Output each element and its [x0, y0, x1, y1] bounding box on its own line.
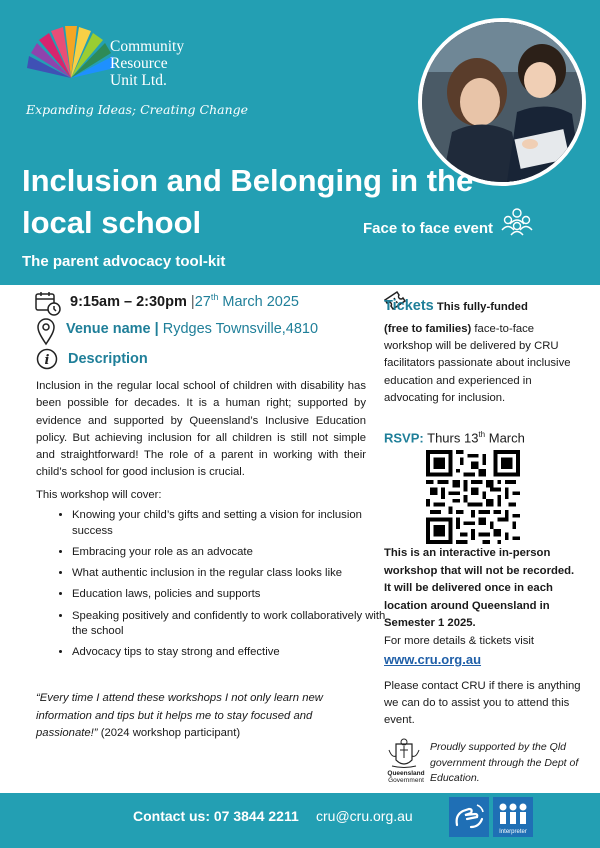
- list-item: • What authentic inclusion in the regular class looks like: [72, 566, 402, 582]
- list-item: • Knowing your child’s gifts and setting a vision for inclusion success: [72, 508, 402, 539]
- qld-gov-wordmark: Queensland Government: [387, 770, 425, 784]
- event-type-label: Face to face event: [363, 220, 494, 237]
- interpreter-label: Interpreter: [499, 829, 527, 835]
- info-icon: [36, 348, 58, 370]
- description-heading: Description: [68, 351, 148, 367]
- venue-row: Venue name | Rydges Townsville,4810: [66, 321, 319, 337]
- cru-logo-icon: [26, 20, 116, 98]
- page-subtitle: The parent advocacy tool-kit: [22, 253, 226, 270]
- workshop-info: This is an interactive in-person workshop that will not be recorded. It will be delivered once in each location around Queensland in Semester 1 2025.: [384, 547, 575, 629]
- description-paragraph: Inclusion in the regular local school of children with disability has been possible for decades. It is a human right; supported by evidence and supported by Queensland’s Inclusive Education policy. But achieving inclusion for all children is still not simple and straightforward! The role of a parent in working with their child’s school for good inclusion is crucial.: [36, 380, 366, 479]
- group-people-icon: [500, 206, 534, 236]
- contact-assist-text: Please contact CRU if there is anything we can do to assist you to attend this event.: [384, 680, 581, 727]
- org-name: Community Resource Unit Ltd.: [110, 38, 185, 89]
- testimonial-quote: “Every time I attend these workshops I not only learn new information and tips but it helps me to stay focused and passionate!” (2024 workshop participant): [36, 692, 323, 739]
- more-details-text: For more details & tickets visit: [384, 635, 535, 647]
- contact-email[interactable]: cru@cru.org.au: [316, 808, 413, 824]
- location-pin-icon: [36, 318, 56, 346]
- list-item: • Education laws, policies and supports: [72, 587, 402, 603]
- page-title: Inclusion and Belonging in the local school: [22, 163, 474, 240]
- event-datetime: 9:15am – 2:30pm |27th March 2025: [70, 292, 299, 310]
- list-item: • Advocacy tips to stay strong and effective: [72, 645, 402, 661]
- org-tagline: Expanding Ideas; Creating Change: [26, 102, 249, 117]
- sign-language-icon: [449, 797, 489, 837]
- list-item: • Speaking positively and confidently to work collaboratively with the school: [72, 609, 402, 640]
- rsvp-row: RSVP: Thurs 13th March: [384, 430, 525, 446]
- calendar-clock-icon: [34, 290, 62, 318]
- cover-heading: This workshop will cover:: [36, 489, 162, 501]
- tickets-description: (free to families) face-to-face workshop will be delivered by CRU facilitators passionate about inclusive education and experienced in advocating for inclusion.: [384, 323, 571, 404]
- support-acknowledgement: Proudly supported by the Qld government through the Dept of Education.: [430, 741, 579, 784]
- topic-list: [36, 508, 402, 667]
- list-item: • Embracing your role as an advocate: [72, 545, 402, 561]
- contact-phone[interactable]: Contact us: 07 3844 2211: [133, 808, 299, 824]
- svg-text:i: i: [44, 353, 50, 368]
- website-link[interactable]: www.cru.org.au: [384, 652, 482, 667]
- tickets-block: Tickets This fully-funded: [384, 298, 528, 314]
- qr-code-icon[interactable]: [426, 450, 520, 544]
